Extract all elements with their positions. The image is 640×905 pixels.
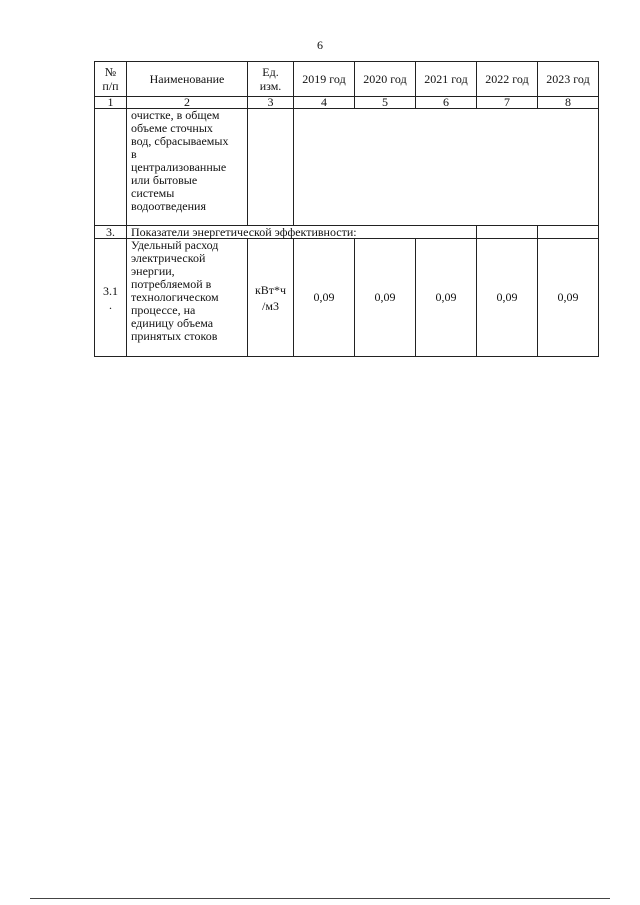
header-year-2019: 2019 год xyxy=(294,62,355,97)
num-line: 3.1 xyxy=(103,283,118,298)
header-unit-line-2: изм. xyxy=(259,79,282,93)
continued-unit-cell xyxy=(248,109,294,226)
name-line: единицу объема xyxy=(131,316,214,330)
continued-name-cell xyxy=(127,109,248,226)
header-year-2023: 2023 год xyxy=(538,62,599,97)
header-unit xyxy=(248,62,294,97)
header-num-line-1: № xyxy=(104,65,117,79)
section-empty-cell xyxy=(477,226,538,239)
column-number-row xyxy=(95,97,599,109)
column-number: 2 xyxy=(127,97,248,109)
row-3-1 xyxy=(95,239,599,357)
page-bottom-rule xyxy=(30,898,610,899)
continued-row xyxy=(95,109,599,226)
section-row xyxy=(95,226,599,239)
header-row xyxy=(95,62,599,97)
name-line: очистке, в общем xyxy=(131,108,220,122)
name-line: системы xyxy=(131,186,175,200)
value-2020: 0,09 xyxy=(355,239,416,357)
column-number: 5 xyxy=(355,97,416,109)
section-num: 3. xyxy=(95,226,127,239)
continued-values-cell xyxy=(294,109,599,226)
value-2021: 0,09 xyxy=(416,239,477,357)
row-3-1-num xyxy=(95,239,127,357)
header-num-line-2: п/п xyxy=(102,79,119,93)
header-num xyxy=(95,62,127,97)
name-line: принятых стоков xyxy=(131,329,218,343)
header-year-2021: 2021 год xyxy=(416,62,477,97)
name-line: потребляемой в xyxy=(131,277,212,291)
value-2022: 0,09 xyxy=(477,239,538,357)
header-unit-line-1: Ед. xyxy=(262,65,279,79)
section-empty-cell xyxy=(538,226,599,239)
num-line: . xyxy=(109,297,112,312)
continued-num-cell xyxy=(95,109,127,226)
name-line: в xyxy=(131,147,137,161)
column-number: 8 xyxy=(538,97,599,109)
column-number: 6 xyxy=(416,97,477,109)
name-line: централизованные xyxy=(131,160,227,174)
unit-line: кВт*ч xyxy=(254,282,287,297)
header-year-2022: 2022 год xyxy=(477,62,538,97)
column-number: 4 xyxy=(294,97,355,109)
unit-line: /м3 xyxy=(262,298,279,313)
name-line: вод, сбрасываемых xyxy=(131,134,229,148)
row-3-1-name xyxy=(127,239,248,357)
name-line: объеме сточных xyxy=(131,121,213,135)
name-line: процессе, на xyxy=(131,303,196,317)
header-year-2020: 2020 год xyxy=(355,62,416,97)
name-line: электрической xyxy=(131,251,206,265)
column-number: 1 xyxy=(95,97,127,109)
row-3-1-unit xyxy=(248,239,294,357)
name-line: энергии, xyxy=(131,264,175,278)
header-name: Наименование xyxy=(127,62,248,97)
column-number: 3 xyxy=(248,97,294,109)
name-line: технологическом xyxy=(131,290,219,304)
value-2019: 0,09 xyxy=(294,239,355,357)
name-line: Удельный расход xyxy=(131,238,219,252)
name-line: водоотведения xyxy=(131,199,206,213)
name-line: или бытовые xyxy=(131,173,198,187)
value-2023: 0,09 xyxy=(538,239,599,357)
indicators-table xyxy=(94,61,599,357)
section-title: Показатели энергетической эффективности: xyxy=(127,226,477,239)
page-number: 6 xyxy=(317,38,323,52)
column-number: 7 xyxy=(477,97,538,109)
